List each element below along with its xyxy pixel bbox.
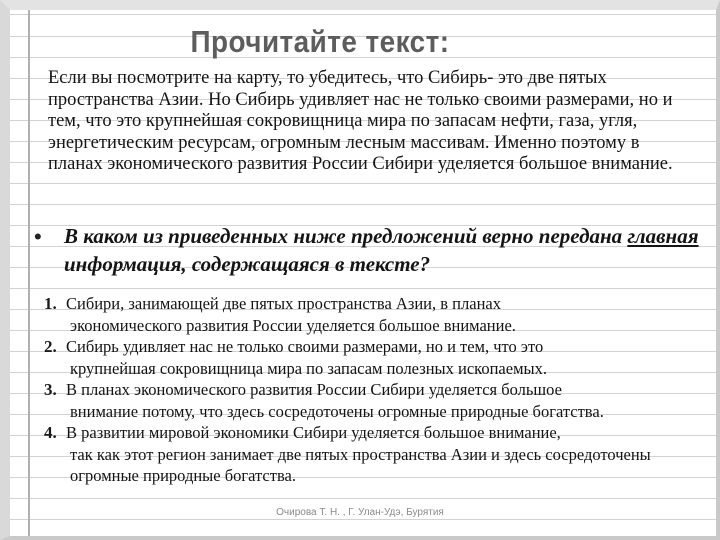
answer-option-2[interactable] (40, 336, 690, 379)
option-text: В развитии мировой экономики Сибири уделяется большое внимание, (66, 423, 561, 442)
answer-option-1[interactable] (40, 293, 690, 336)
option-text-continued: экономического развития России уделяется большое внимание. (70, 315, 516, 335)
option-number: 1. (44, 294, 57, 313)
option-number: 4. (44, 423, 57, 442)
option-text-continued: крупнейшая сокровищница мира по запасам полезных ископаемых. (70, 358, 547, 378)
option-number: 3. (44, 380, 57, 399)
option-text: Сибирь удивляет нас не только своими размерами, но и тем, что это (66, 337, 544, 356)
margin-line (28, 10, 30, 536)
author-footer: Очирова Т. Н. , Г. Улан-Удэ, Бурятия (276, 507, 444, 518)
option-text-continued: внимание потому, что здесь сосредоточены огромные природные богатства. (70, 401, 604, 421)
question-underlined-word: главная (627, 224, 699, 248)
bullet-marker: • (34, 224, 42, 249)
passage-text: Если вы посмотрите на карту, то убедитесь, что Сибирь- это две пятых пространства Азии. Но Сибирь удивляет нас не только своими размерами, но и тем, что это крупнейшая сокровищница мира по запасам нефти, газа, угля, энергетическим ресурсам, огромным лесным массивам. Именно поэтому в планах экономического развития России Сибири уделяется большое внимание. (48, 68, 673, 174)
option-text: В планах экономического развития России Сибири уделяется большое (66, 380, 562, 399)
answer-option-3[interactable] (40, 379, 690, 422)
reading-passage (48, 68, 688, 176)
question-part-after: информация, содержащаяся в тексте? (64, 252, 431, 276)
slide-title: Прочитайте текст: (190, 24, 450, 59)
answer-options (40, 293, 690, 487)
question-part-before: В каком из приведенных ниже предложений верно передана (64, 224, 628, 248)
option-text: Сибири, занимающей две пятых пространства Азии, в планах (66, 294, 501, 313)
option-text-continued: так как этот регион занимает две пятых пространства Азии и здесь сосредоточены огромные природные богатства. (70, 444, 651, 485)
question-text (64, 222, 704, 278)
answer-option-4[interactable] (40, 422, 690, 487)
option-number: 2. (44, 337, 57, 356)
